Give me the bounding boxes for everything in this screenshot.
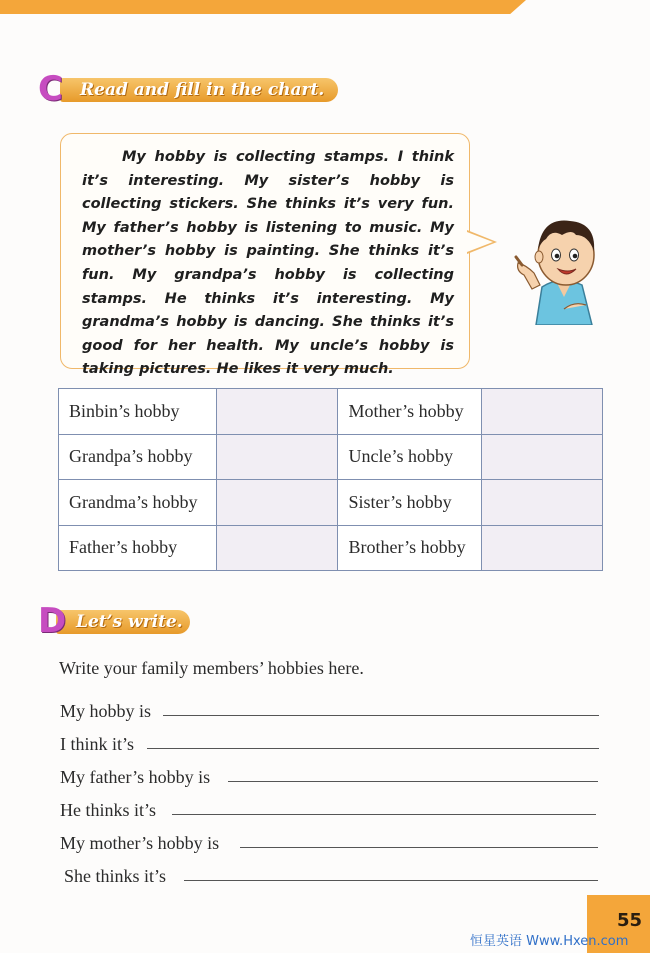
write-line-label: My father’s hobby is (60, 767, 211, 787)
chart-answer-cell[interactable] (482, 434, 603, 480)
section-d-title: Let’s write. (56, 610, 190, 634)
top-color-band (0, 0, 526, 14)
chart-row (59, 525, 603, 571)
section-c-letter: C (38, 69, 63, 109)
write-prompt: Write your family members’ hobbies here. (59, 658, 364, 678)
chart-answer-cell[interactable] (216, 480, 338, 526)
write-line-label: I think it’s (60, 734, 135, 754)
chart-answer-cell[interactable] (216, 525, 338, 571)
section-d-letter: D (38, 601, 67, 641)
chart-answer-cell[interactable] (216, 389, 338, 435)
chart-answer-cell[interactable] (482, 389, 603, 435)
write-line-blank[interactable] (228, 781, 598, 782)
write-line-label: She thinks it’s (64, 866, 167, 886)
write-line-label: My hobby is (60, 701, 152, 721)
chart-row (59, 389, 603, 435)
write-line-label: My mother’s hobby is (60, 833, 220, 853)
write-line-blank[interactable] (163, 715, 599, 716)
write-line-blank[interactable] (240, 847, 598, 848)
chart-label: Father’s hobby (59, 525, 217, 571)
bubble-tail-fill (467, 232, 493, 252)
chart-answer-cell[interactable] (482, 480, 603, 526)
chart-label: Grandma’s hobby (59, 480, 217, 526)
section-c-title: Read and fill in the chart. (60, 78, 338, 102)
chart-row (59, 480, 603, 526)
chart-label: Sister’s hobby (338, 480, 482, 526)
reading-passage: My hobby is collecting stamps. I think it’s interesting. My sister’s hobby is collecting stickers. She thinks it’s very fun. My father’s hobby is listening to music. My mother’s hobby is painting. She thinks it’s fun. My grandpa’s hobby is collecting stamps. He thinks it’s interesting. My grandma’s hobby is dancing. She thinks it’s good for her health. My uncle’s hobby is taking pictures. He likes it very much. (82, 149, 454, 378)
chart-label: Brother’s hobby (338, 525, 482, 571)
chart-answer-cell[interactable] (482, 525, 603, 571)
watermark: 恒星英语 Www.Hxen.com (470, 934, 629, 949)
write-line-blank[interactable] (147, 748, 599, 749)
page-number: 55 (587, 895, 650, 953)
chart-label: Mother’s hobby (338, 389, 482, 435)
boy-illustration (512, 205, 608, 325)
write-line-blank[interactable] (172, 814, 596, 815)
chart-answer-cell[interactable] (216, 434, 338, 480)
write-line-label: He thinks it’s (60, 800, 157, 820)
hobby-chart (58, 388, 603, 571)
chart-label: Binbin’s hobby (59, 389, 217, 435)
chart-label: Uncle’s hobby (338, 434, 482, 480)
chart-label: Grandpa’s hobby (59, 434, 217, 480)
chart-row (59, 434, 603, 480)
write-line-blank[interactable] (184, 880, 598, 881)
